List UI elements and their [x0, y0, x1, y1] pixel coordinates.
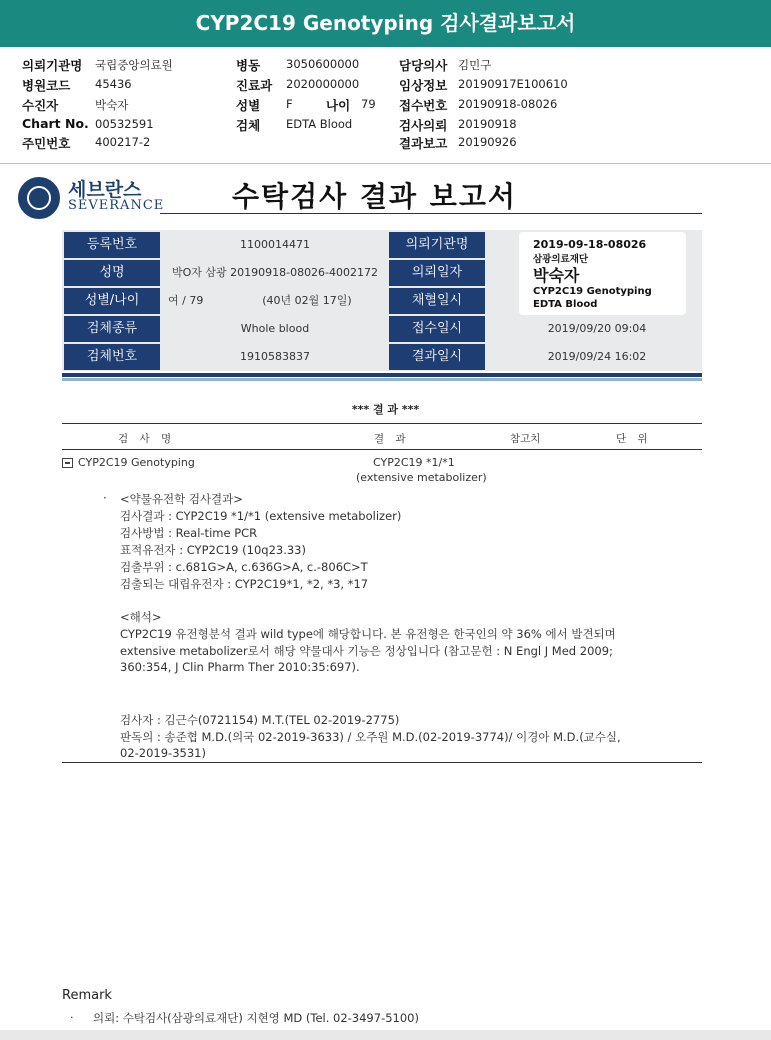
field-value: 2019/09/20 09:04 — [547, 322, 647, 335]
info-label: 병원코드 — [22, 78, 71, 93]
specimen-label-sticker — [519, 232, 686, 315]
test-result-note: (extensive metabolizer) — [356, 471, 487, 484]
divider-band — [62, 373, 702, 377]
report-header-title: CYP2C19 Genotyping 검사결과보고서 — [0, 0, 771, 47]
column-header: 참고치 — [510, 433, 541, 445]
detail-line: extensive metabolizer로서 해당 약물대사 기능은 정상입니다 (참고문헌 : N Engl J Med 2009; — [120, 644, 613, 658]
field-value: 1910583837 — [240, 350, 310, 363]
info-label: 병동 — [236, 58, 261, 73]
info-label: 결과보고 — [399, 136, 448, 151]
info-label: 진료과 — [236, 78, 273, 93]
field-label: 성명 — [64, 260, 160, 286]
sticker-patient-name: 박숙자 — [533, 266, 580, 285]
detail-line: 검출되는 대립유전자 : CYP2C19*1, *2, *3, *17 — [120, 577, 369, 591]
info-value: 00532591 — [95, 117, 154, 131]
info-label-age: 나이 — [326, 98, 351, 113]
field-label: 검체종류 — [64, 316, 160, 342]
logo-text-english: SEVERANCE — [68, 198, 165, 213]
field-value-birth: (40년 02월 17일) — [262, 294, 352, 307]
field-label: 의뢰기관명 — [389, 232, 485, 258]
divider — [0, 163, 771, 164]
test-item-icon — [62, 458, 73, 468]
detail-line: 02-2019-3531) — [120, 746, 206, 760]
remark-text: 의뢰: 수탁검사(삼광의료재단) 지현영 MD (Tel. 02-3497-5100) — [93, 1011, 419, 1025]
info-value: 3050600000 — [286, 57, 360, 71]
column-header: 결 과 — [374, 433, 410, 445]
info-value: 2020000000 — [286, 77, 360, 91]
field-label: 접수일시 — [389, 316, 485, 342]
field-label: 검체번호 — [64, 344, 160, 370]
sticker-specimen: EDTA Blood — [533, 299, 598, 310]
remark-title: Remark — [62, 988, 112, 1003]
detail-line: 검사방법 : Real-time PCR — [120, 526, 258, 540]
detail-line: <약물유전학 검사결과> — [120, 492, 243, 506]
field-label: 결과일시 — [389, 344, 485, 370]
info-value: 김민구 — [458, 58, 492, 72]
severance-seal-icon — [18, 177, 60, 219]
info-value: 45436 — [95, 77, 132, 91]
table-bottom-rule — [62, 762, 702, 763]
table-header-rule — [62, 449, 702, 450]
info-label: 담당의사 — [399, 58, 448, 73]
scanned-report — [0, 165, 771, 1027]
info-label: Chart No. — [22, 116, 89, 131]
info-value: EDTA Blood — [286, 117, 353, 131]
info-label: 수진자 — [22, 98, 59, 113]
info-label: 의뢰기관명 — [22, 58, 83, 73]
info-label: 검체 — [236, 118, 261, 133]
field-value: Whole blood — [240, 322, 310, 335]
info-label: 검사의뢰 — [399, 118, 448, 133]
field-value: 박O자 삼광 20190918-08026-4002172 — [171, 266, 379, 279]
detail-line: CYP2C19 유전형분석 결과 wild type에 해당합니다. 본 유전형은 한국인의 약 36% 에서 발견되며 — [120, 627, 616, 641]
detail-line: 표적유전자 : CYP2C19 (10q23.33) — [120, 543, 306, 557]
detail-line: 검사자 : 김근수(0721154) M.T.(TEL 02-2019-2775) — [120, 713, 400, 727]
info-value: F — [286, 97, 293, 111]
info-label: 성별 — [236, 98, 261, 113]
detail-line: 검출부위 : c.681G>A, c.636G>A, c.-806C>T — [120, 560, 368, 574]
bottom-bar — [0, 1030, 771, 1040]
bullet-dot: · — [103, 491, 107, 505]
column-header: 검 사 명 — [118, 433, 176, 445]
info-label: 주민번호 — [22, 136, 71, 151]
field-label: 성별/나이 — [64, 288, 160, 314]
detail-line: 검사결과 : CYP2C19 *1/*1 (extensive metabolizer) — [120, 509, 402, 523]
test-name: CYP2C19 Genotyping — [78, 456, 195, 469]
info-value: 박숙자 — [95, 98, 129, 112]
info-value: 20190917E100610 — [458, 77, 568, 91]
column-header: 단 위 — [616, 433, 652, 445]
info-value: 국립중앙의료원 — [95, 58, 173, 72]
test-result: CYP2C19 *1/*1 — [373, 456, 455, 469]
field-label: 등록번호 — [64, 232, 160, 258]
sticker-test: CYP2C19 Genotyping — [533, 286, 652, 297]
info-value: 400217-2 — [95, 135, 151, 149]
field-value: 1100014471 — [240, 238, 310, 251]
info-value: 20190918-08026 — [458, 97, 558, 111]
patient-info-panel — [0, 52, 771, 160]
specimen-info-box — [62, 230, 702, 371]
info-value: 20190926 — [458, 135, 517, 149]
detail-line: <해석> — [120, 610, 162, 624]
results-heading: *** 결 과 *** — [351, 403, 420, 416]
sticker-lab: 삼광의료재단 — [533, 254, 589, 265]
table-top-rule — [62, 423, 702, 424]
info-value-age: 79 — [361, 97, 376, 111]
info-value: 20190918 — [458, 117, 517, 131]
detail-line: 판독의 : 송준협 M.D.(의국 02-2019-3633) / 오주원 M.D.(02-2019-3774)/ 이경아 M.D.(교수실, — [120, 730, 621, 744]
field-label: 의뢰일자 — [389, 260, 485, 286]
field-value: 2019/09/24 16:02 — [547, 350, 647, 363]
info-label: 접수번호 — [399, 98, 448, 113]
divider-band — [62, 378, 702, 381]
title-rule — [160, 213, 702, 214]
field-value: 여 / 79 — [168, 294, 204, 307]
detail-line: 360:354, J Clin Pharm Ther 2010:35:697). — [120, 660, 360, 674]
report-title: 수탁검사 결과 보고서 — [232, 180, 517, 213]
info-label: 임상정보 — [399, 78, 448, 93]
field-label: 채혈일시 — [389, 288, 485, 314]
logo-text-korean: 세브란스 — [68, 179, 142, 201]
sticker-accession: 2019-09-18-08026 — [533, 238, 647, 251]
remark-bullet: · — [70, 1011, 74, 1024]
